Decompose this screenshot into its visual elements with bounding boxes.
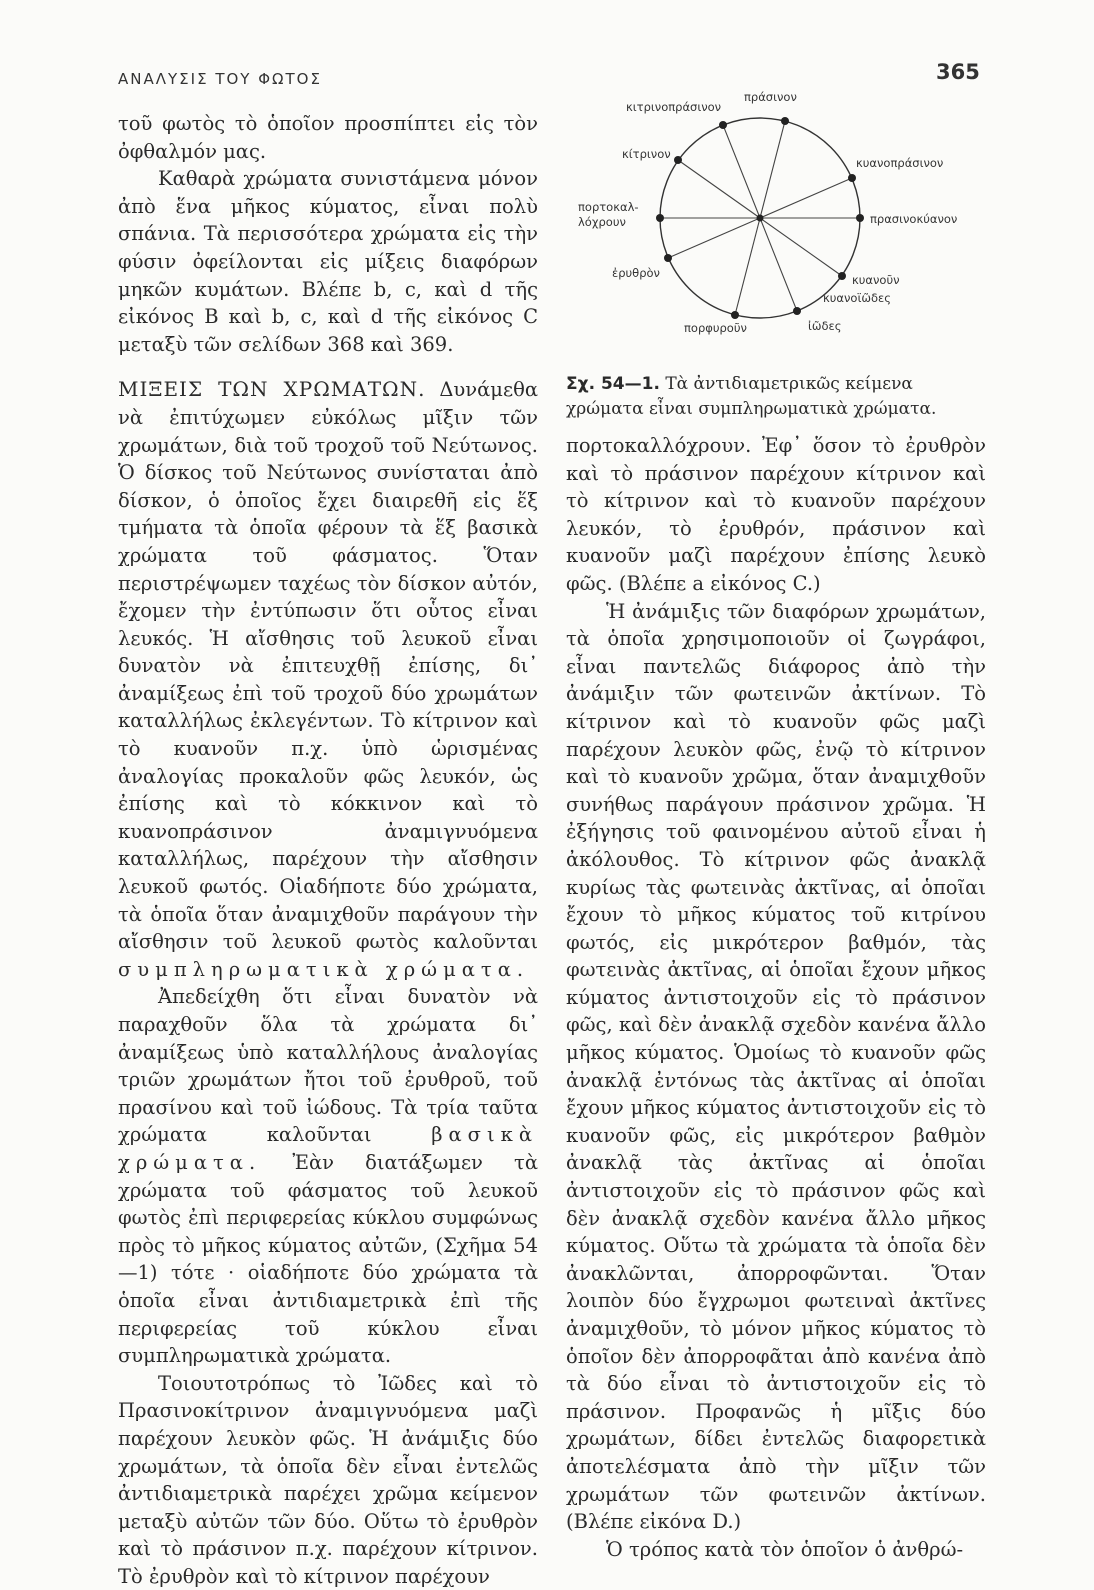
paragraph: πορτοκαλλόχρουν. Ἐφ᾽ ὅσον τὸ ἐρυθρὸν καὶ τὸ πράσινον παρέχουν κίτρινον καὶ τὸ κίτρινον καὶ τὸ κυανοῦν παρέχουν λευκόν, τὸ ἐρυθρόν, πράσινον καὶ κυανοῦν μαζὶ παρέχουν ἐπίσης λευκὸ φῶς. (Βλέπε a εἰκόνος C.): [566, 434, 986, 595]
spoke: [668, 218, 760, 258]
spoke: [760, 218, 842, 276]
term-emphasis: βασικὰ χρώματα.: [118, 1123, 538, 1174]
left-column: [118, 110, 538, 1590]
label-kyanoprasinon: κυανοπράσινον: [856, 156, 944, 170]
spoke: [735, 218, 760, 315]
paragraph-text: Ἀπεδείχθη ὅτι εἶναι δυνατὸν νὰ παραχθοῦν ὅλα τὰ χρώματα δι᾽ ἀναμίξεως ὑπὸ καταλλήλους ἀναλογίας τριῶν χρωμάτων ἤτοι τοῦ ἐρυθροῦ, τοῦ πρασίνου καὶ τοῦ ἰώδους. Τὰ τρία ταῦτα χρώματα καλοῦνται: [118, 985, 538, 1147]
dot-erythron: [664, 254, 672, 262]
page-number: 365: [936, 60, 980, 84]
paragraph: Ἡ ἀνάμιξις τῶν διαφόρων χρωμάτων, τὰ ὁποῖα χρησιμοποιοῦν οἱ ζωγράφοι, εἶναι παντελῶς διάφορος ἀπὸ τὴν ἀνάμιξιν τῶν φωτεινῶν ἀκτίνων. Τὸ κίτρινον καὶ τὸ κυανοῦν φῶς μαζὶ παρέχουν λευκὸν φῶς, ἐνῷ τὸ κίτρινον καὶ τὸ κυανοῦν χρῶμα, ὅταν ἀναμιχθοῦν συνήθως παράγουν πράσινον χρῶμα. Ἡ ἐξήγησις τοῦ φαινομένου αὐτοῦ εἶναι ἡ ἀκόλουθος. Τὸ κίτρινον φῶς ἀνακλᾷ κυρίως τὰς φωτεινὰς ἀκτῖνας, αἱ ὁποῖαι ἔχουν τὸ μῆκος κύματος τοῦ κιτρίνου φωτός, εἰς μικρότερον βαθμόν, τὰς φωτεινὰς ἀκτῖνας, αἱ ὁποῖαι ἔχουν μῆκος κύματος ἀντιστοιχοῦν εἰς τὸ πράσινον φῶς, καὶ δὲν ἀνακλᾷ σχεδὸν κανένα ἄλλο μῆκος κύματος. Ὁμοίως τὸ κυανοῦν φῶς ἀνακλᾷ ἐντόνως τὰς ἀκτῖνας αἱ ὁποῖαι ἔχουν μῆκος κύματος ἀντιστοιχοῦν εἰς τὸ κυανοῦν φῶς, εἰς μικρότερον βαθμὸν ἀνακλᾷ τὰς ἀκτῖνας αἱ ὁποῖαι ἀντιστοιχοῦν εἰς τὸ πράσινον φῶς καὶ δὲν ἀνακλᾷ σχεδὸν κανένα ἄλλο μῆκος κύματος. Οὕτω τὰ χρώματα τὰ ὁποῖα δὲν ἀνακλῶνται, ἀπορροφῶνται. Ὅταν λοιπὸν δύο ἔγχρωμοι φωτειναὶ ἀκτῖνες ἀναμιχθοῦν, τὸ μόνον μῆκος κύματος τὸ ὁποῖον δὲν ἀπορροφᾶται ἀπὸ κανένα ἀπὸ τὰ δύο εἶναι τὸ ἀντιστοιχοῦν εἰς τὸ πράσινον. Προφανῶς ἡ μῖξις δύο χρωμάτων, δίδει ἐντελῶς διαφορετικὰ ἀποτελέσματα ἀπὸ τὴν μῖξιν τῶν χρωμάτων τῶν φωτεινῶν ἀκτίνων. (Βλέπε εἰκόνα D.): [566, 599, 986, 1534]
spoke: [760, 178, 852, 218]
running-head: ΑΝΑΛΥΣΙΣ ΤΟΥ ΦΩΤΟΣ: [118, 70, 322, 88]
color-wheel-figure: [560, 78, 1000, 348]
right-column: [566, 432, 986, 1563]
spoke: [760, 218, 797, 311]
dot-kitrinon: [674, 156, 682, 164]
caption-text: Τὰ ἀντιδιαμετρικῶς κείμενα χρώματα εἶναι συμπληρωματικὰ χρώματα.: [566, 374, 937, 419]
paragraph: Τοιουτοτρόπως τὸ Ἰῶδες καὶ τὸ Πρασινοκίτρινον ἀναμιγνυόμενα μαζὶ παρέχουν λευκὸν φῶς. Ἡ ἀνάμιξις δύο χρωμάτων, τὰ ὁποῖα δὲν εἶναι ἐντελῶς ἀντιδιαμετρικὰ παρέχει χρῶμα κείμενον μεταξὺ αὐτῶν τῶν δύο. Οὕτω τὸ ἐρυθρὸν καὶ τὸ πράσινον π.χ. παρέχουν κίτρινον. Τὸ ἐρυθρὸν καὶ τὸ κίτρινον παρέχουν: [118, 1371, 538, 1588]
section-heading: ΜΙΞΕΙΣ ΤΩΝ ΧΡΩΜΑΤΩΝ.: [118, 377, 426, 402]
spoke: [760, 121, 785, 218]
paragraph-text: Ἐὰν διατάξωμεν τὰ χρώματα τοῦ φάσματος τοῦ λευκοῦ φωτὸς ἐπὶ περιφερείας κύκλου συμφώνως πρὸς τὸ μῆκος κύματος αὐτῶν, (Σχῆμα 54—1) τότε · οἱαδήποτε δύο χρώματα τὰ ὁποῖα εἶναι ἀντιδιαμετρικὰ ἐπὶ τῆς περιφερείας τοῦ κύκλου εἶναι συμπληρωματικὰ χρώματα.: [118, 1150, 538, 1368]
label-prasinon: πράσινον: [744, 90, 797, 104]
label-kitrinoprasinon: κιτρινοπράσινον: [626, 100, 722, 114]
label-porfyroun: πορφυροῦν: [684, 321, 747, 335]
paragraph: [118, 376, 538, 983]
dot-portokallochroun: [656, 214, 664, 222]
label-kitrinon: κίτρινον: [622, 147, 671, 161]
label-portokallochroun-1: πορτοκαλ-: [578, 200, 639, 214]
dot-prasinon: [781, 117, 789, 125]
dot-kyanoun: [838, 272, 846, 280]
figure-number: Σχ. 54—1.: [566, 374, 660, 394]
paragraph: [118, 983, 538, 1369]
spoke: [723, 125, 760, 218]
dot-porfyroun: [731, 311, 739, 319]
paragraph: τοῦ φωτὸς τὸ ὁποῖον προσπίπτει εἰς τὸν ὀφθαλμόν μας.: [118, 112, 538, 163]
paragraph-text: Δυνάμεθα νὰ ἐπιτύχωμεν εὐκόλως μῖξιν τῶν χρωμάτων, διὰ τοῦ τροχοῦ τοῦ Νεύτωνος. Ὁ δίσκος τοῦ Νεύτωνος συνίσταται ἀπὸ δίσκον, ὁ ὁποῖος ἔχει διαιρεθῆ εἰς ἕξ τμήματα τὰ ὁποῖα φέρουν τὰ ἕξ βασικὰ χρώματα τοῦ φάσματος. Ὅταν περιστρέψωμεν ταχέως τὸν δίσκον αὐτόν, ἔχομεν τὴν ἐντύπωσιν ὅτι οὗτος εἶναι λευκός. Ἡ αἴσθησις τοῦ λευκοῦ εἶναι δυνατὸν νὰ ἐπιτευχθῇ ἐπίσης, δι᾽ ἀναμίξεως ἐπὶ τοῦ τροχοῦ δύο χρωμάτων καταλλήλως ἐκλεγέντων. Τὸ κίτρινον καὶ τὸ κυανοῦν π.χ. ὑπὸ ὡρισμένας ἀναλογίας προκαλοῦν φῶς λευκόν, ὡς ἐπίσης καὶ τὸ κόκκινον καὶ τὸ κυανοπράσινον ἀναμιγνυόμενα καταλλήλως, παρέχουν τὴν αἴσθησιν λευκοῦ φωτός. Οἱαδήποτε δύο χρώματα, τὰ ὁποῖα ὅταν ἀναμιχθοῦν παράγουν τὴν αἴσθησιν τοῦ λευκοῦ φωτὸς καλοῦνται: [118, 378, 538, 954]
label-prasinokyanon: πρασινοκύανον: [870, 212, 958, 226]
paragraph: Ὁ τρόπος κατὰ τὸν ὁποῖον ὁ ἀνθρώ-: [606, 1537, 964, 1561]
label-iodes: ἰῶδες: [808, 319, 842, 333]
dot-iodes: [793, 307, 801, 315]
paragraph: Καθαρὰ χρώματα συνιστάμενα μόνον ἀπὸ ἕνα μῆκος κύματος, εἶναι πολὺ σπάνια. Τὰ περισσότερα χρώματα εἰς τὴν φύσιν ὀφείλονται εἰς μίξεις διαφόρων μηκῶν κυμάτων. Βλέπε b, c, καὶ d τῆς εἰκόνος B καὶ b, c, καὶ d τῆς εἰκόνος C μεταξὺ τῶν σελίδων 368 καὶ 369.: [118, 167, 538, 356]
label-kyanoiodes: κυανοϊῶδες: [823, 291, 891, 305]
color-wheel-diagram: [560, 78, 1000, 348]
label-erythron: ἐρυθρὸν: [612, 266, 660, 280]
dot-kyanoprasinon: [848, 174, 856, 182]
spoke: [678, 160, 760, 218]
dot-prasinokyanon: [856, 214, 864, 222]
label-portokallochroun-2: λόχρουν: [578, 215, 626, 229]
center-point: [757, 215, 764, 222]
label-kyanoun: κυανοῦν: [852, 273, 900, 287]
term-emphasis: συμπληρωματικὰ χρώματα.: [118, 957, 530, 981]
figure-caption: [566, 372, 986, 422]
dot-kitrinoprasinon: [719, 121, 727, 129]
